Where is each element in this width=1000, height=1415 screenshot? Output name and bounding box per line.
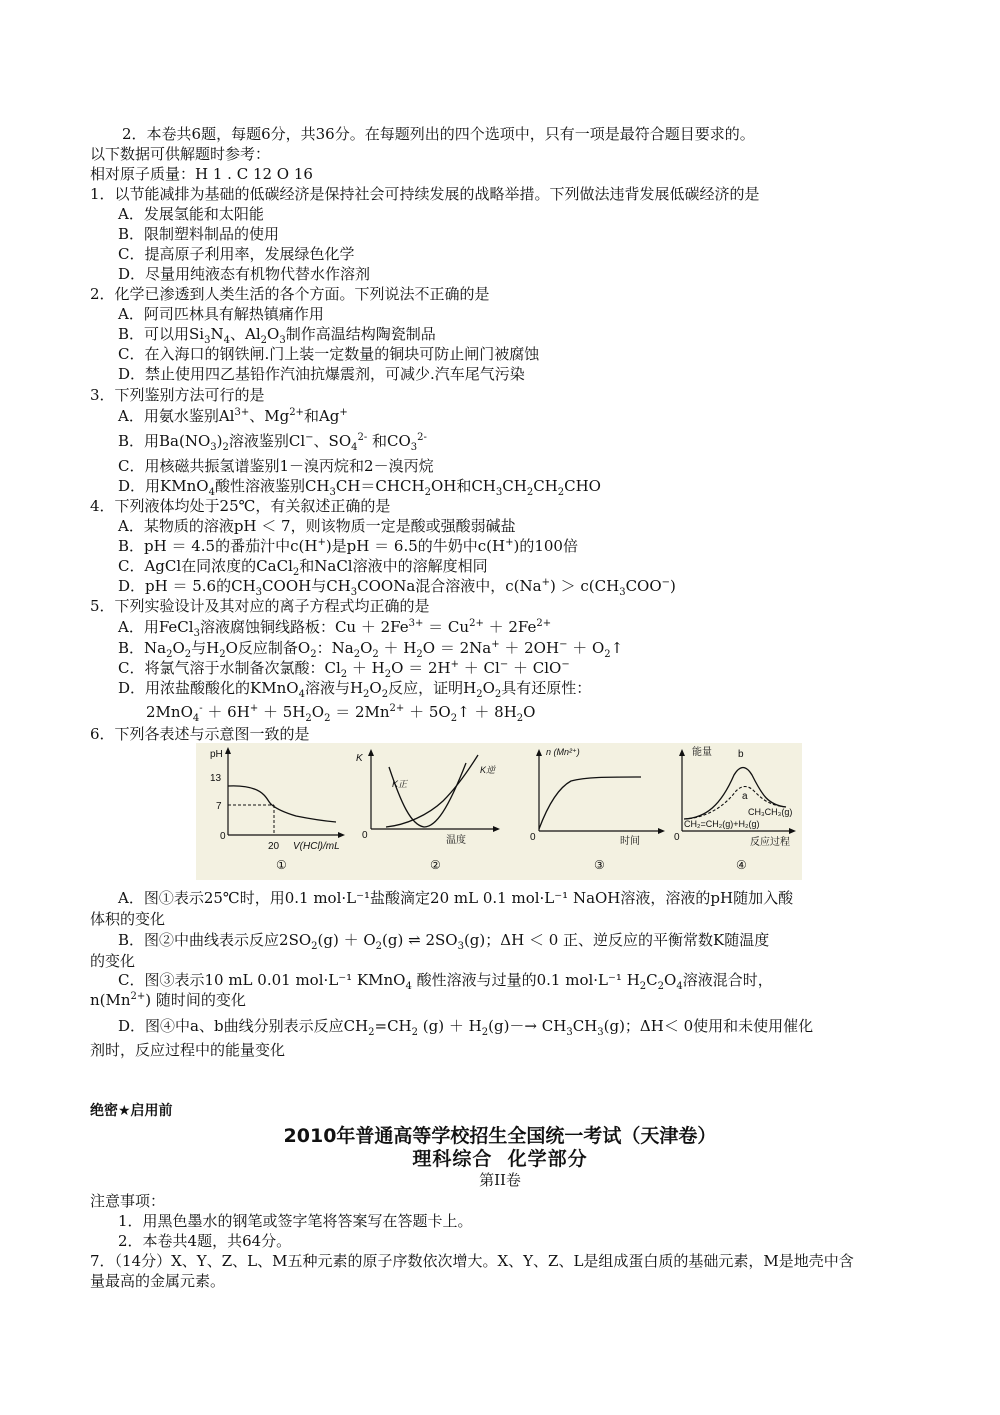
q5-option-a: A．用FeCl$_3$溶液腐蚀铜线路板：$Cu + 2Fe^{3+} = Cu^{2+} + 2Fe^{2+}$	[118, 618, 552, 639]
graph-2-label-k-zheng: K正	[392, 779, 408, 789]
graph-4-ylabel: 能量	[692, 747, 712, 758]
q1-option-b: B．限制塑料制品的使用	[118, 225, 280, 243]
q1-option-c: C．提高原子利用率，发展绿色化学	[118, 245, 355, 263]
graph-1-ylabel: pH	[210, 749, 223, 760]
q2-option-a: A．阿司匹林具有解热镇痛作用	[118, 305, 324, 323]
q3-option-a: A．用氨水鉴别$Al^{3+}$、$Mg^{2+}$和Ag+	[118, 407, 348, 425]
q5-option-d: D．用浓盐酸酸化的KMnO$_4$溶液与$H_2O_2$反应，证明$H_2O_2$具有还原性：	[118, 679, 592, 700]
q4-option-a: A．某物质的溶液pH ＜ 7，则该物质一定是酸或强酸弱碱盐	[118, 517, 516, 535]
graph-4-product-label: CH₃CH₃(g)	[748, 807, 793, 817]
graph-3-ylabel: n (Mn²⁺)	[546, 747, 580, 757]
q6-option-a-line1: A．图①表示25℃时，用0.1 mol·L⁻¹盐酸滴定20 mL 0.1 mol·L⁻¹ NaOH溶液，溶液的pH随加入酸	[118, 889, 794, 907]
q2-option-c: C．在入海口的钢铁闸.门上装一定数量的铜块可防止闸门被腐蚀	[118, 345, 540, 363]
q3-option-b: B．用$Ba(NO_3)_2$溶液鉴别Cl−、$SO_4^{2-}$ 和$CO_3^{2-}$	[118, 432, 427, 453]
graph-1-xlabel: V(HCl)/mL	[293, 841, 340, 852]
graph-3-curve	[539, 777, 641, 829]
q6-option-c-line1: C．图③表示10 mL 0.01 mol·L⁻¹ KMnO$_4$ 酸性溶液与过量的0.1 mol·L⁻¹ $H_2C_2O_4$溶液混合时，	[118, 971, 773, 992]
graph-2-label-k-ni: K逆	[480, 765, 496, 775]
q6-option-d-line1: D．图④中a、b曲线分别表示反应$CH_2=CH_2$ $(g) + H_2(g)-\to CH_3CH_3(g)$；ΔH＜ 0使用和未使用催化	[118, 1017, 814, 1038]
q4-option-d: D．pH ＝ 5.6的$CH_3COOH$与$CH_3COONa$混合溶液中，$c(Na^+) > c(CH_3COO^-)$	[118, 577, 676, 598]
graph-1-origin: 0	[220, 831, 226, 842]
graph-2-y-arrow	[368, 749, 374, 756]
graph-4-reactant-label: CH₂=CH₂(g)+H₂(g)	[684, 819, 760, 829]
q4-option-b: B．pH ＝ 4.5的番茄汁中c(H+)是pH ＝ 6.5的牛奶中c(H+)的100倍	[118, 537, 578, 555]
volume-label: 第II卷	[479, 1171, 521, 1189]
q2-option-d: D．禁止使用四乙基铅作汽油抗爆震剂，可减少.汽车尾气污染	[118, 365, 525, 383]
q6-option-d-line2: 剂时，反应过程中的能量变化	[90, 1041, 286, 1059]
intro-rule: 2．本卷共6题，每题6分，共36分。在每题列出的四个选项中，只有一项是最符合题目要求的。	[122, 125, 755, 143]
q5-stem: 5．下列实验设计及其对应的离子方程式均正确的是	[90, 597, 430, 615]
graph-3-origin: 0	[530, 832, 536, 843]
q6-option-b-line2: 的变化	[90, 952, 136, 970]
graph-4-y-arrow	[679, 749, 685, 756]
q1-option-d: D．尽量用纯液态有机物代替水作溶剂	[118, 265, 371, 283]
q3-option-c: C．用核磁共振氢谱鉴别1－溴丙烷和2－溴丙烷	[118, 457, 434, 475]
graph-1-tick-13: 13	[210, 773, 222, 784]
graph-1-y-arrow	[225, 747, 231, 754]
q1-stem: 1．以节能减排为基础的低碳经济是保持社会可持续发展的战略举措。下列做法违背发展低碳经济的是	[90, 185, 760, 203]
graph-3	[530, 747, 665, 872]
graph-3-xlabel: 时间	[620, 836, 640, 847]
exam-subtitle: 理科综合 化学部分	[412, 1148, 588, 1170]
q5-equation: $2MnO_4^- + 6H^+ + 5H_2O_2 = 2Mn^{2+}$ ＋ $5O_2↑ + 8H_2O$	[146, 703, 536, 724]
graph-4-label-b: b	[738, 749, 744, 760]
graph-2-curve-k-ni	[389, 763, 466, 827]
q2-option-b: B．可以用$Si_3N_4$、$Al_2O_3$制作高温结构陶瓷制品	[118, 325, 436, 346]
q6-option-a-line2: 体积的变化	[90, 910, 166, 928]
q2-stem: 2．化学已渗透到人类生活的各个方面。下列说法不正确的是	[90, 285, 490, 303]
q4-option-c: C．AgCl在同浓度的CaCl$_2$和NaCl溶液中的溶解度相同	[118, 557, 488, 578]
graph-1-x-arrow	[338, 832, 345, 838]
graph-4	[674, 745, 796, 872]
q5-option-b: B．$Na_2O_2$与$H_2O$反应制备$O_2$：$Na_2O_2 + H_2O = 2Na^+ + 2OH^-$ ＋ $O_2↑$	[118, 639, 624, 660]
graph-4-origin: 0	[674, 832, 680, 843]
notice-heading: 注意事项：	[90, 1192, 166, 1210]
q7-line1: 7．（14分）X、Y、Z、L、M五种元素的原子序数依次增大。X、Y、Z、L是组成蛋白质的基础元素，M是地壳中含	[90, 1252, 854, 1270]
notice-item-1: 1．用黑色墨水的钢笔或签字笔将答案写在答题卡上。	[118, 1212, 473, 1230]
graph-4-x-arrow	[789, 828, 796, 834]
graph-2-number: ②	[430, 858, 441, 872]
secret-label: 绝密★启用前	[90, 1103, 173, 1119]
q3-option-d: D．用KMnO$_4$酸性溶液鉴别$CH_3CH=CHCH_2OH$和$CH_3CH_2CH_2CHO$	[118, 477, 601, 498]
graph-4-label-a: a	[742, 791, 748, 802]
graph-3-x-arrow	[658, 828, 665, 834]
intro-ref: 以下数据可供解题时参考：	[90, 145, 271, 163]
graph-2-ylabel: K	[356, 753, 363, 764]
graph-1-tick-7: 7	[216, 801, 222, 812]
graph-4-xlabel: 反应过程	[750, 837, 790, 848]
q1-option-a: A．发展氢能和太阳能	[118, 205, 264, 223]
q6-option-b-line1: B．图②中曲线表示反应$2SO_2(g) + O_2(g)$ ⇌ $2SO_3(g)$；ΔH ＜ 0 正、逆反应的平衡常数K随温度	[118, 931, 770, 952]
graph-1	[210, 747, 345, 872]
graph-3-number: ③	[594, 858, 605, 872]
q7-line2: 量最高的金属元素。	[90, 1272, 226, 1290]
graph-3-y-arrow	[536, 749, 542, 756]
q4-stem: 4．下列液体均处于25℃，有关叙述正确的是	[90, 497, 391, 515]
graph-1-ph-curve	[228, 786, 336, 822]
graph-2-origin: 0	[362, 830, 368, 841]
graph-1-tick-20: 20	[268, 841, 280, 852]
graph-2	[356, 749, 500, 872]
graph-2-x-arrow	[493, 826, 500, 832]
exam-title: 2010年普通高等学校招生全国统一考试（天津卷）	[283, 1125, 717, 1147]
q6-figure-svg	[196, 743, 802, 880]
graph-4-number: ④	[736, 858, 747, 872]
notice-item-2: 2．本卷共4题，共64分。	[118, 1232, 292, 1250]
graph-1-number: ①	[276, 858, 287, 872]
graph-2-xlabel: 温度	[446, 835, 466, 846]
q6-stem: 6．下列各表述与示意图一致的是	[90, 725, 310, 743]
q6-figure	[196, 743, 802, 880]
q5-option-c: C．将氯气溶于水制备次氯酸：$Cl_2 + H_2O = 2H^+ + Cl^- + ClO^-$	[118, 659, 570, 680]
q6-option-c-line2: $n(Mn^{2+})$ 随时间的变化	[90, 991, 246, 1009]
q3-stem: 3．下列鉴别方法可行的是	[90, 386, 265, 404]
intro-atomic-mass: 相对原子质量：H 1 . C 12 O 16	[90, 165, 313, 183]
